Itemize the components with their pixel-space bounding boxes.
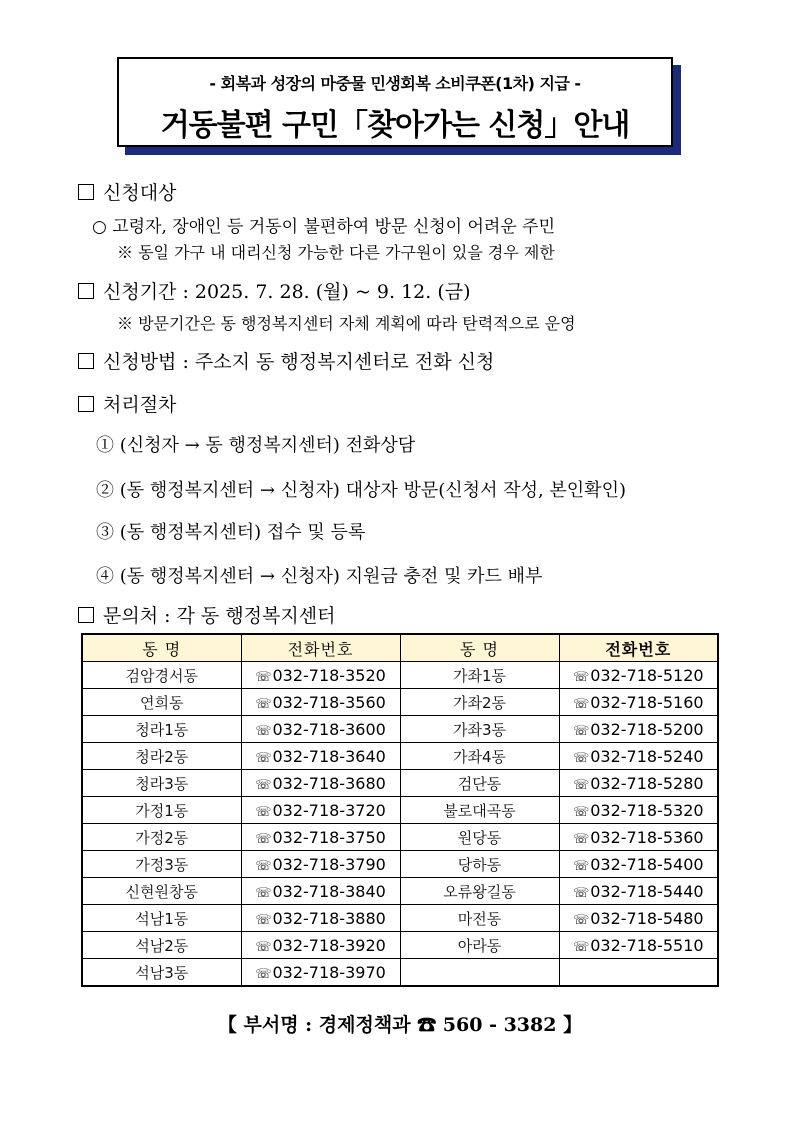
telephone-icon: ☏	[572, 912, 590, 928]
telephone-icon: ☏	[255, 858, 272, 874]
table-row	[82, 905, 718, 932]
phone-number: 032-718-3790	[272, 854, 386, 874]
dong-name: 신현원창동	[125, 882, 198, 901]
dong-name: 가정3동	[135, 855, 189, 874]
dong-name: 연희동	[140, 693, 184, 712]
phone-cell	[559, 743, 718, 770]
procedure-step: ③ (동 행정복지센터) 접수 및 등록	[96, 522, 366, 543]
phone-cell	[559, 824, 718, 851]
dong-name: 청라3동	[135, 774, 189, 793]
dong-name: 불로대곡동	[443, 801, 516, 820]
dong-name: 가좌2동	[452, 693, 506, 712]
telephone-icon: ☏	[572, 669, 590, 685]
section-procedure	[78, 390, 176, 417]
phone-number: 032-718-3920	[272, 935, 386, 955]
telephone-icon: ☏	[572, 804, 590, 820]
dong-name-cell	[82, 851, 241, 878]
dong-name-cell	[400, 824, 559, 851]
dong-name-cell	[400, 959, 559, 987]
dong-name-cell	[82, 770, 241, 797]
checkbox-icon	[78, 353, 94, 369]
phone-number: 032-718-5360	[590, 827, 704, 847]
telephone-icon: ☏	[255, 723, 272, 739]
dong-name: 마전동	[457, 909, 502, 928]
dong-name: 원당동	[457, 828, 502, 847]
phone-cell	[559, 959, 718, 987]
phone-cell	[241, 743, 400, 770]
dong-name: 청라1동	[135, 720, 189, 739]
dong-name-cell	[400, 905, 559, 932]
phone-number: 032-718-3520	[272, 665, 386, 685]
table-row	[82, 932, 718, 959]
phone-cell	[241, 716, 400, 743]
table-row	[82, 851, 718, 878]
phone-cell	[559, 905, 718, 932]
telephone-icon: ☏	[255, 750, 272, 766]
section-heading: 신청방법 : 주소지 동 행정복지센터로 전화 신청	[103, 351, 495, 373]
phone-number: 032-718-3600	[272, 719, 386, 739]
checkbox-icon	[78, 283, 94, 299]
dong-name: 아라동	[457, 936, 502, 955]
phone-number: 032-718-5510	[590, 935, 704, 955]
dong-name: 청라2동	[135, 747, 189, 766]
phone-cell	[559, 716, 718, 743]
phone-number: 032-718-3880	[272, 908, 386, 928]
telephone-icon: ☏	[572, 750, 590, 766]
phone-cell	[559, 797, 718, 824]
phone-number: 032-718-5120	[590, 665, 704, 685]
telephone-icon: ☏	[572, 939, 590, 955]
phone-number: 032-718-3970	[272, 962, 386, 982]
procedure-step: ① (신청자 → 동 행정복지센터) 전화상담	[96, 435, 416, 456]
phone-number: 032-718-5480	[590, 908, 704, 928]
telephone-icon: ☏	[572, 777, 590, 793]
phone-cell	[241, 878, 400, 905]
phone-cell	[241, 689, 400, 716]
procedure-step: ④ (동 행정복지센터 → 신청자) 지원금 충전 및 카드 배부	[96, 566, 543, 587]
table-row	[82, 797, 718, 824]
dong-name-cell	[82, 662, 241, 689]
dong-name: 오류왕길동	[443, 882, 516, 901]
dong-name: 검암경서동	[125, 666, 198, 685]
column-header-dong: 동 명	[400, 634, 559, 662]
table-row	[82, 689, 718, 716]
phone-number: 032-718-5240	[590, 746, 704, 766]
dong-name: 석남2동	[135, 936, 189, 955]
phone-cell	[241, 932, 400, 959]
phone-number: 032-718-3560	[272, 692, 386, 712]
section-heading: 처리절차	[103, 394, 177, 416]
section-contacts	[78, 601, 335, 628]
dong-name-cell	[82, 689, 241, 716]
table-row	[82, 662, 718, 689]
dong-name-cell	[400, 743, 559, 770]
table-row	[82, 959, 718, 987]
telephone-icon: ☏	[572, 831, 590, 847]
phone-number: 032-718-3720	[272, 800, 386, 820]
period-note: ※ 방문기간은 동 행정복지센터 자체 계획에 따라 탄력적으로 운영	[117, 314, 576, 333]
procedure-step: ② (동 행정복지센터 → 신청자) 대상자 방문(신청서 작성, 본인확인)	[96, 480, 626, 501]
telephone-icon: ☏	[572, 723, 590, 739]
dong-name-cell	[400, 851, 559, 878]
telephone-icon: ☏	[255, 939, 272, 955]
phone-cell	[241, 797, 400, 824]
dong-name: 석남3동	[135, 963, 189, 982]
dong-name-cell	[400, 797, 559, 824]
phone-cell	[559, 770, 718, 797]
dong-name-cell	[400, 878, 559, 905]
telephone-icon: ☏	[255, 912, 272, 928]
table-row	[82, 770, 718, 797]
dong-name-cell	[82, 878, 241, 905]
section-heading: 신청대상	[103, 182, 177, 204]
phone-cell	[241, 662, 400, 689]
department-footer: 【 부서명 : 경제정책과 ☎ 560 - 3382 】	[217, 1014, 583, 1036]
dong-name-cell	[82, 905, 241, 932]
telephone-icon: ☏	[572, 885, 590, 901]
phone-cell	[241, 959, 400, 987]
dong-name-cell	[82, 716, 241, 743]
dong-name: 가정2동	[135, 828, 189, 847]
table-row	[82, 743, 718, 770]
section-period	[78, 277, 471, 304]
section-target	[78, 178, 176, 205]
phone-number: 032-718-5400	[590, 854, 704, 874]
phone-cell	[559, 851, 718, 878]
telephone-icon: ☏	[255, 804, 272, 820]
dong-name-cell	[400, 662, 559, 689]
dong-name-cell	[82, 824, 241, 851]
dong-name-cell	[82, 743, 241, 770]
dong-name-cell	[400, 716, 559, 743]
dong-name: 당하동	[457, 855, 502, 874]
phone-number: 032-718-5320	[590, 800, 704, 820]
telephone-icon: ☏	[255, 777, 272, 793]
column-header-phone: 전화번호	[559, 634, 718, 662]
phone-number: 032-718-5280	[590, 773, 704, 793]
dong-name: 가좌4동	[452, 747, 506, 766]
section-method	[78, 347, 494, 374]
dong-name: 가좌3동	[452, 720, 506, 739]
dong-name-cell	[82, 797, 241, 824]
dong-name: 가좌1동	[452, 666, 506, 685]
phone-number: 032-718-3640	[272, 746, 386, 766]
checkbox-icon	[78, 396, 94, 412]
dong-name: 검단동	[457, 774, 502, 793]
table-header-row	[82, 634, 718, 662]
phone-cell	[559, 878, 718, 905]
telephone-icon: ☏	[255, 696, 272, 712]
phone-cell	[241, 851, 400, 878]
telephone-icon: ☏	[255, 885, 272, 901]
phone-number: 032-718-5440	[590, 881, 704, 901]
table-row	[82, 716, 718, 743]
telephone-icon: ☏	[255, 966, 272, 982]
telephone-icon: ☏	[255, 831, 272, 847]
dong-name-cell	[400, 689, 559, 716]
checkbox-icon	[78, 607, 94, 623]
phone-number: 032-718-3840	[272, 881, 386, 901]
phone-cell	[241, 770, 400, 797]
phone-cell	[241, 824, 400, 851]
phone-number: 032-718-3750	[272, 827, 386, 847]
section-heading: 문의처 : 각 동 행정복지센터	[103, 605, 336, 627]
dong-name: 석남1동	[135, 909, 189, 928]
section-heading: 신청기간 : 2025. 7. 28. (월) ~ 9. 12. (금)	[103, 281, 471, 303]
document-subtitle: - 회복과 성장의 마중물 민생회복 소비쿠폰(1차) 지급 -	[209, 74, 581, 93]
table-row	[82, 824, 718, 851]
phone-cell	[559, 689, 718, 716]
phone-number: 032-718-5200	[590, 719, 704, 739]
target-item: ○ 고령자, 장애인 등 거동이 불편하여 방문 신청이 어려운 주민	[92, 217, 555, 237]
phone-cell	[241, 905, 400, 932]
phone-number: 032-718-3680	[272, 773, 386, 793]
target-note: ※ 동일 가구 내 대리신청 가능한 다른 가구원이 있을 경우 제한	[117, 243, 555, 262]
dong-name-cell	[82, 932, 241, 959]
telephone-icon: ☏	[572, 696, 590, 712]
dong-name-cell	[400, 932, 559, 959]
telephone-icon: ☏	[572, 858, 590, 874]
column-header-phone: 전화번호	[241, 634, 400, 662]
table-row	[82, 878, 718, 905]
dong-name-cell	[400, 770, 559, 797]
title-box	[117, 57, 673, 147]
phone-cell	[559, 662, 718, 689]
phone-cell	[559, 932, 718, 959]
contacts-table	[81, 633, 719, 987]
dong-name: 가정1동	[135, 801, 189, 820]
document-title: 거동불편 구민「찾아가는 신청」안내	[160, 108, 630, 143]
column-header-dong: 동 명	[82, 634, 241, 662]
phone-number: 032-718-5160	[590, 692, 704, 712]
dong-name-cell	[82, 959, 241, 987]
telephone-icon: ☏	[255, 669, 272, 685]
checkbox-icon	[78, 184, 94, 200]
